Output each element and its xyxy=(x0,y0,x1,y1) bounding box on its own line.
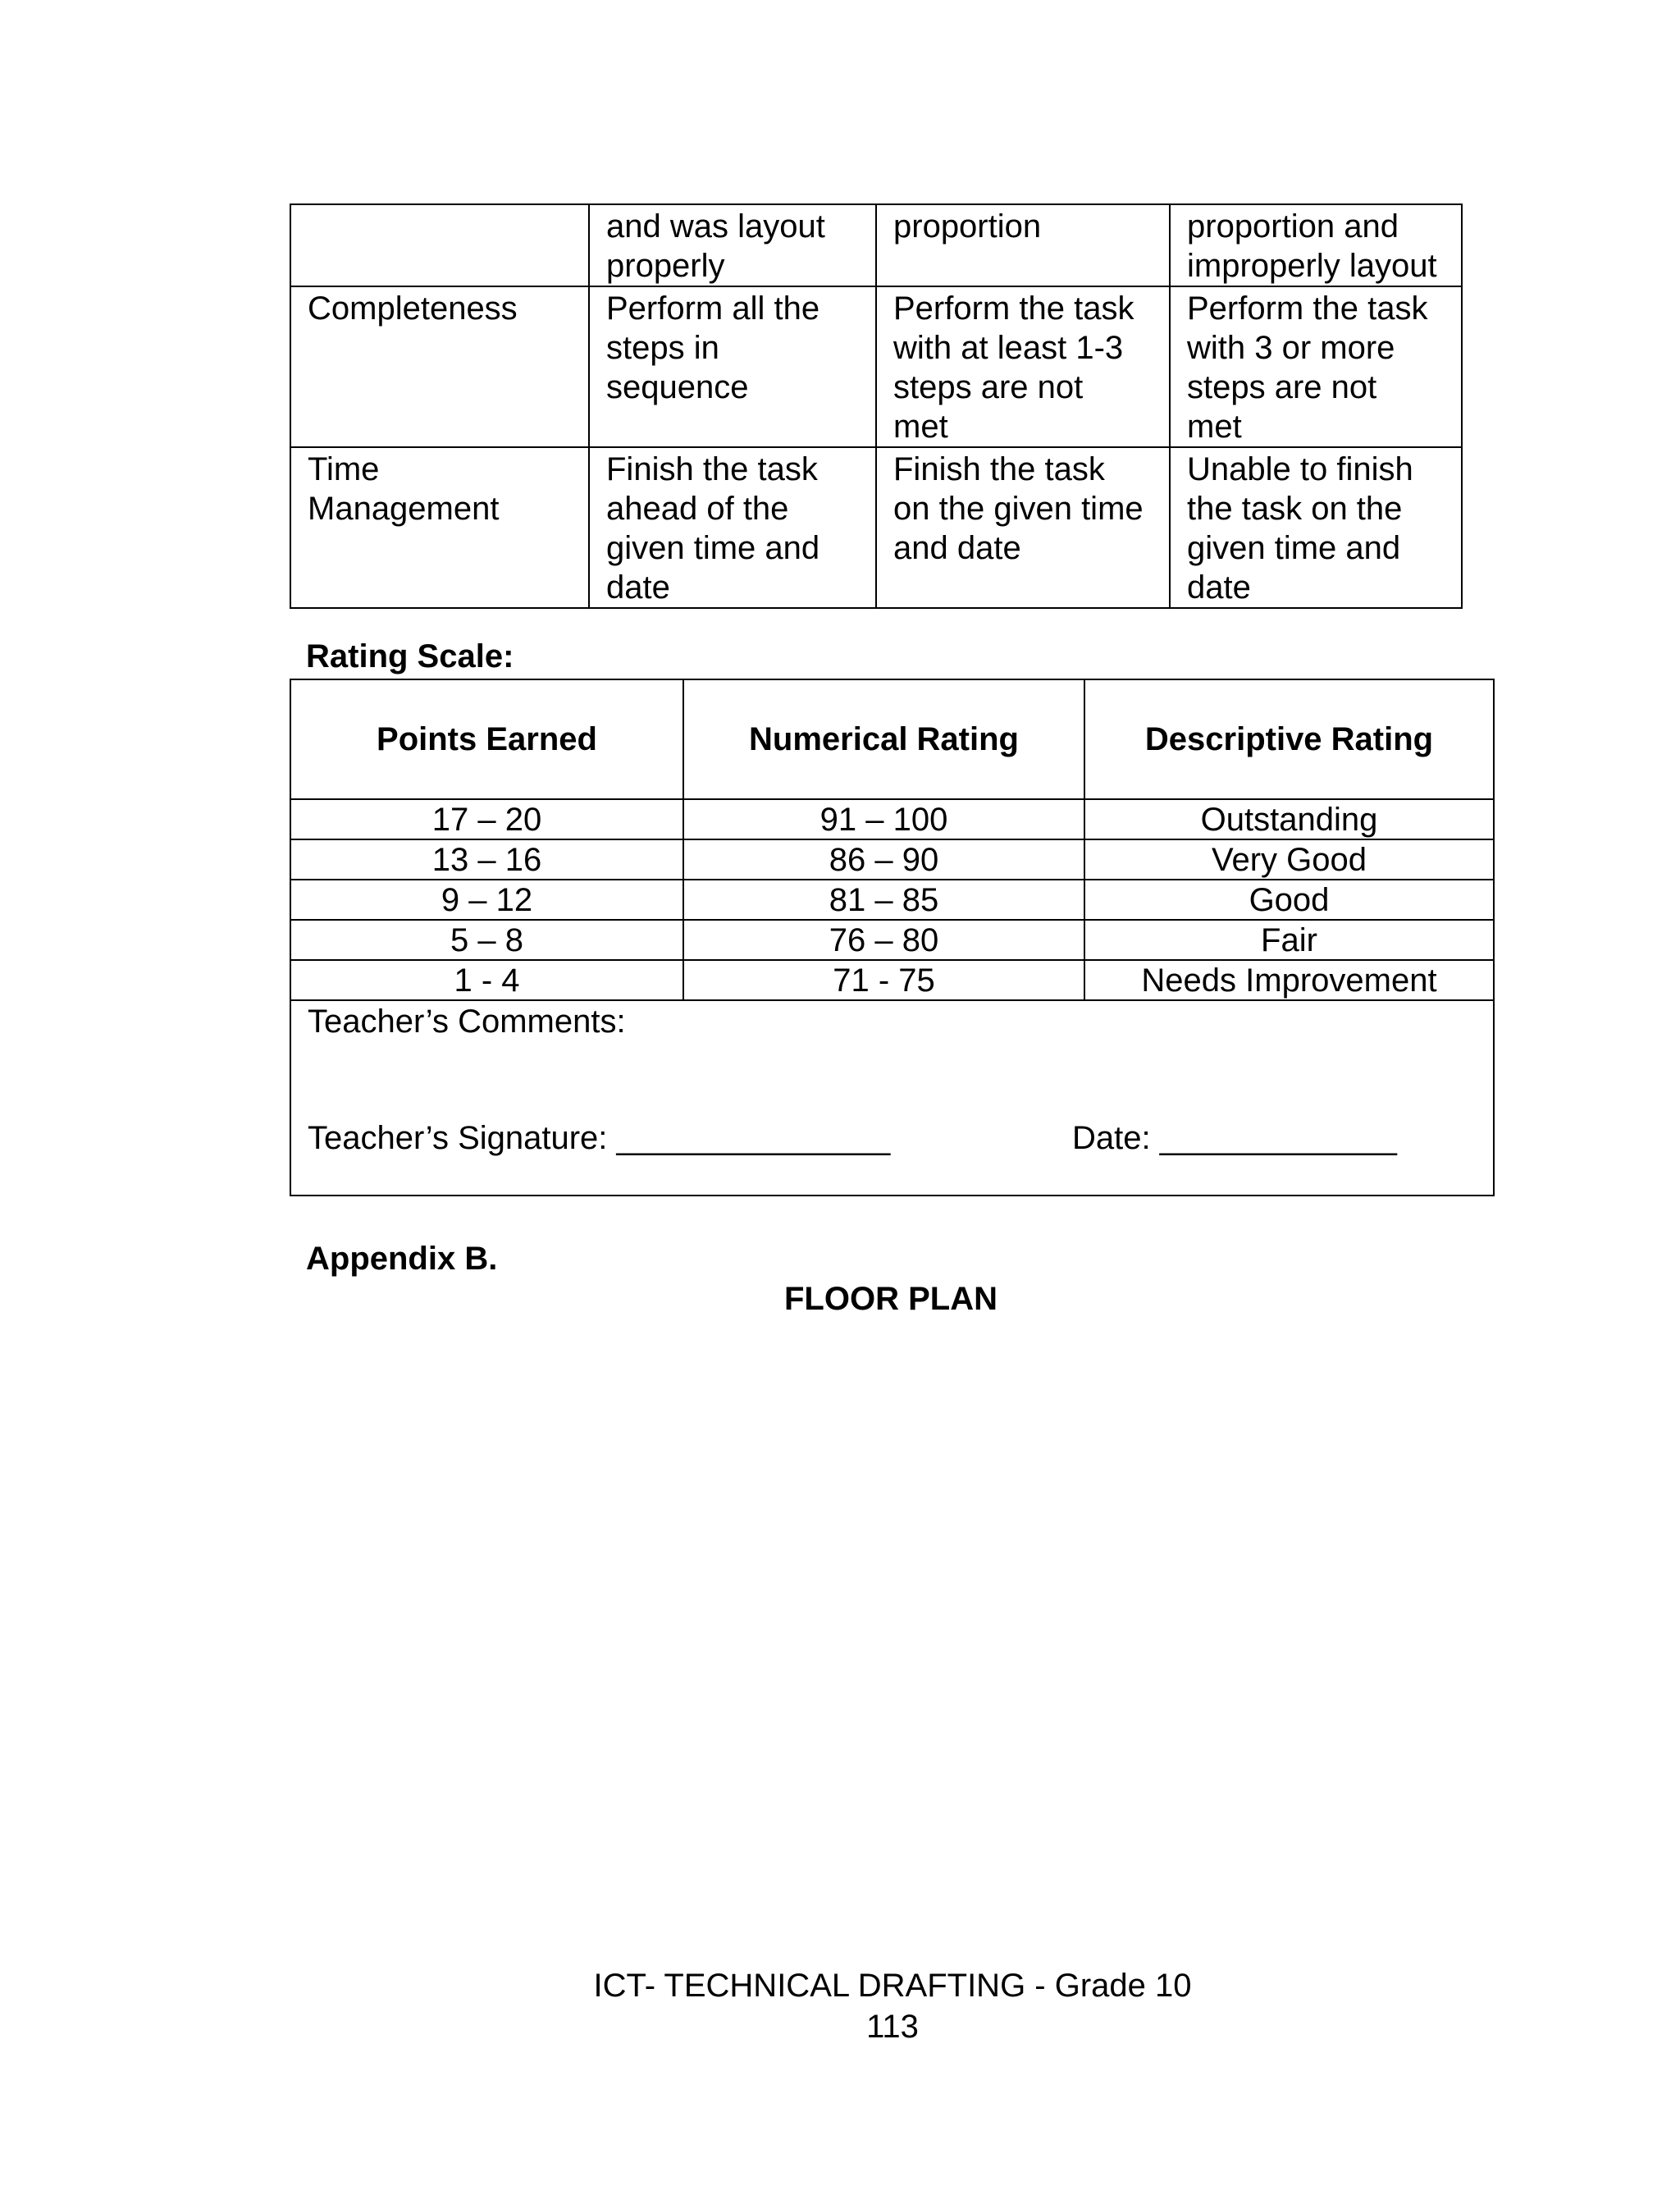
numerical-cell: 76 – 80 xyxy=(683,920,1084,960)
rubric-cell: Finish the task on the given time and date xyxy=(876,447,1170,608)
table-row xyxy=(290,799,1494,839)
points-cell: 13 – 16 xyxy=(290,839,683,880)
rubric-cell: Perform all the steps in sequence xyxy=(589,286,876,447)
table-row xyxy=(290,839,1494,880)
rating-scale-heading: Rating Scale: xyxy=(306,638,514,674)
appendix-label: Appendix B. xyxy=(306,1241,498,1277)
descriptive-cell: Fair xyxy=(1084,920,1494,960)
rating-scale-table xyxy=(290,679,1495,1196)
points-cell: 5 – 8 xyxy=(290,920,683,960)
numerical-cell: 81 – 85 xyxy=(683,880,1084,920)
page-number: 113 xyxy=(866,2009,919,2045)
floor-plan-title: FLOOR PLAN xyxy=(784,1281,998,1317)
rubric-row-continued xyxy=(290,204,1462,286)
descriptive-cell: Good xyxy=(1084,880,1494,920)
teacher-comments-area xyxy=(290,1000,1494,1196)
descriptive-cell: Very Good xyxy=(1084,839,1494,880)
points-cell: 17 – 20 xyxy=(290,799,683,839)
points-earned-header: Points Earned xyxy=(290,679,683,799)
rubric-cell: Perform the task with at least 1-3 steps are not met xyxy=(876,286,1170,447)
rubric-cell: Perform the task with 3 or more steps are not met xyxy=(1170,286,1462,447)
rubric-table xyxy=(290,203,1463,609)
rubric-cell: and was layout properly xyxy=(589,204,876,286)
table-row xyxy=(290,920,1494,960)
table-row xyxy=(290,880,1494,920)
date-line: Date: _____________ xyxy=(1072,1120,1397,1156)
table-row xyxy=(290,960,1494,1000)
page-footer xyxy=(0,1965,1680,2047)
points-cell: 9 – 12 xyxy=(290,880,683,920)
comments-row xyxy=(290,1000,1494,1196)
teacher-signature-line: Teacher’s Signature: _______________ xyxy=(308,1120,891,1156)
numerical-cell: 91 – 100 xyxy=(683,799,1084,839)
rubric-row-time-management xyxy=(290,447,1462,608)
numerical-cell: 86 – 90 xyxy=(683,839,1084,880)
rubric-cell: proportion xyxy=(876,204,1170,286)
rubric-criterion-cell: Time Management xyxy=(290,447,589,608)
points-cell: 1 - 4 xyxy=(290,960,683,1000)
descriptive-cell: Outstanding xyxy=(1084,799,1494,839)
descriptive-cell: Needs Improvement xyxy=(1084,960,1494,1000)
rating-scale-header-row xyxy=(290,679,1494,799)
rubric-row-completeness xyxy=(290,286,1462,447)
rubric-criterion-cell xyxy=(290,204,589,286)
descriptive-rating-header: Descriptive Rating xyxy=(1084,679,1494,799)
footer-course-title: ICT- TECHNICAL DRAFTING - Grade 10 xyxy=(593,1968,1192,2004)
rubric-cell: Unable to finish the task on the given time and date xyxy=(1170,447,1462,608)
rubric-cell: Finish the task ahead of the given time and date xyxy=(589,447,876,608)
teacher-comments-label: Teacher’s Comments: xyxy=(308,1004,626,1040)
numerical-cell: 71 - 75 xyxy=(683,960,1084,1000)
rubric-cell: proportion and improperly layout xyxy=(1170,204,1462,286)
rubric-criterion-cell: Completeness xyxy=(290,286,589,447)
numerical-rating-header: Numerical Rating xyxy=(683,679,1084,799)
